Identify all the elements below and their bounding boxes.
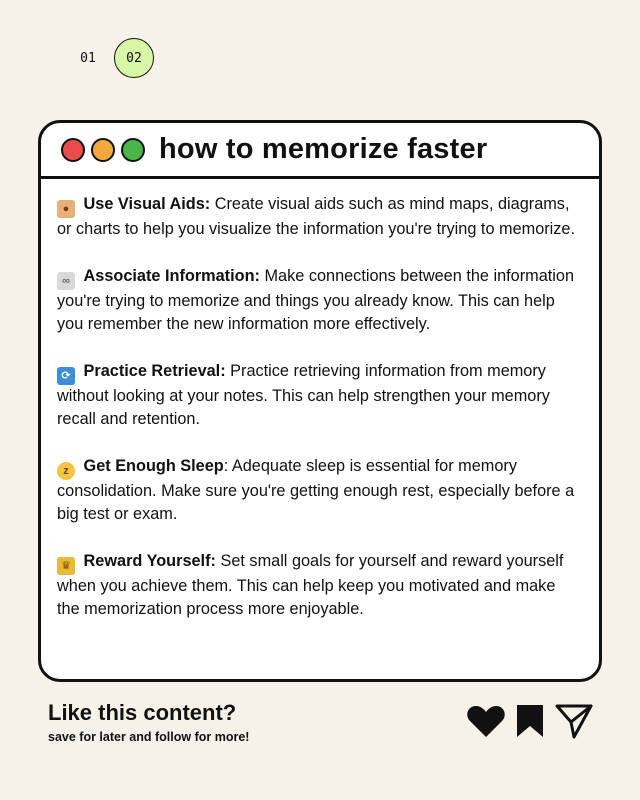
tips-card <box>38 120 602 682</box>
sleeping-face-icon: z <box>57 462 75 480</box>
card-title: how to memorize faster <box>159 133 488 165</box>
repeat-icon: ⟳ <box>57 367 75 385</box>
tip-text: Practice retrieving information from memory without looking at your notes. This can help strengthen your memory recall and retention. <box>57 362 550 428</box>
tip-title: Associate Information: <box>83 267 260 285</box>
tip-title: Use Visual Aids: <box>83 195 211 213</box>
action-icons <box>466 702 594 740</box>
palette-icon: ● <box>57 200 75 218</box>
window-controls <box>61 138 145 162</box>
page-indicator <box>76 38 154 78</box>
page-01[interactable]: 01 <box>80 50 96 66</box>
tip-title: Reward Yourself: <box>83 552 216 570</box>
tip-text: : Adequate sleep is essential for memory consolidation. Make sure you're getting enough rest, especially before a big test or exam. <box>57 457 575 523</box>
tip-text: Set small goals for yourself and reward yourself when you achieve them. This can help keep you motivated and make the memorization process more enjoyable. <box>57 552 564 618</box>
tips-list <box>41 179 599 621</box>
tip-text: Make connections between the information you're trying to memorize and things you already know. This can help you remember the new information more effectively. <box>57 267 575 333</box>
heart-icon[interactable] <box>466 703 506 739</box>
link-icon: ∞ <box>57 272 75 290</box>
send-icon[interactable] <box>554 702 594 740</box>
tip-associate-information <box>57 265 581 336</box>
tip-title: Get Enough Sleep <box>83 457 224 475</box>
tip-visual-aids <box>57 193 581 241</box>
cta-subtext: save for later and follow for more! <box>48 730 250 744</box>
tip-title: Practice Retrieval: <box>83 362 226 380</box>
red-dot-icon <box>61 138 85 162</box>
card-header <box>41 123 599 179</box>
cta-headline: Like this content? <box>48 700 237 725</box>
green-dot-icon <box>121 138 145 162</box>
yellow-dot-icon <box>91 138 115 162</box>
page-02-current[interactable]: 02 <box>114 38 154 78</box>
tip-reward-yourself <box>57 550 581 621</box>
tip-practice-retrieval <box>57 360 581 431</box>
tip-get-enough-sleep <box>57 455 581 526</box>
trophy-icon: ♛ <box>57 557 75 575</box>
tip-text: Create visual aids such as mind maps, diagrams, or charts to help you visualize the information you're trying to memorize. <box>57 195 576 238</box>
bookmark-icon[interactable] <box>514 703 546 739</box>
footer-cta <box>48 700 249 744</box>
